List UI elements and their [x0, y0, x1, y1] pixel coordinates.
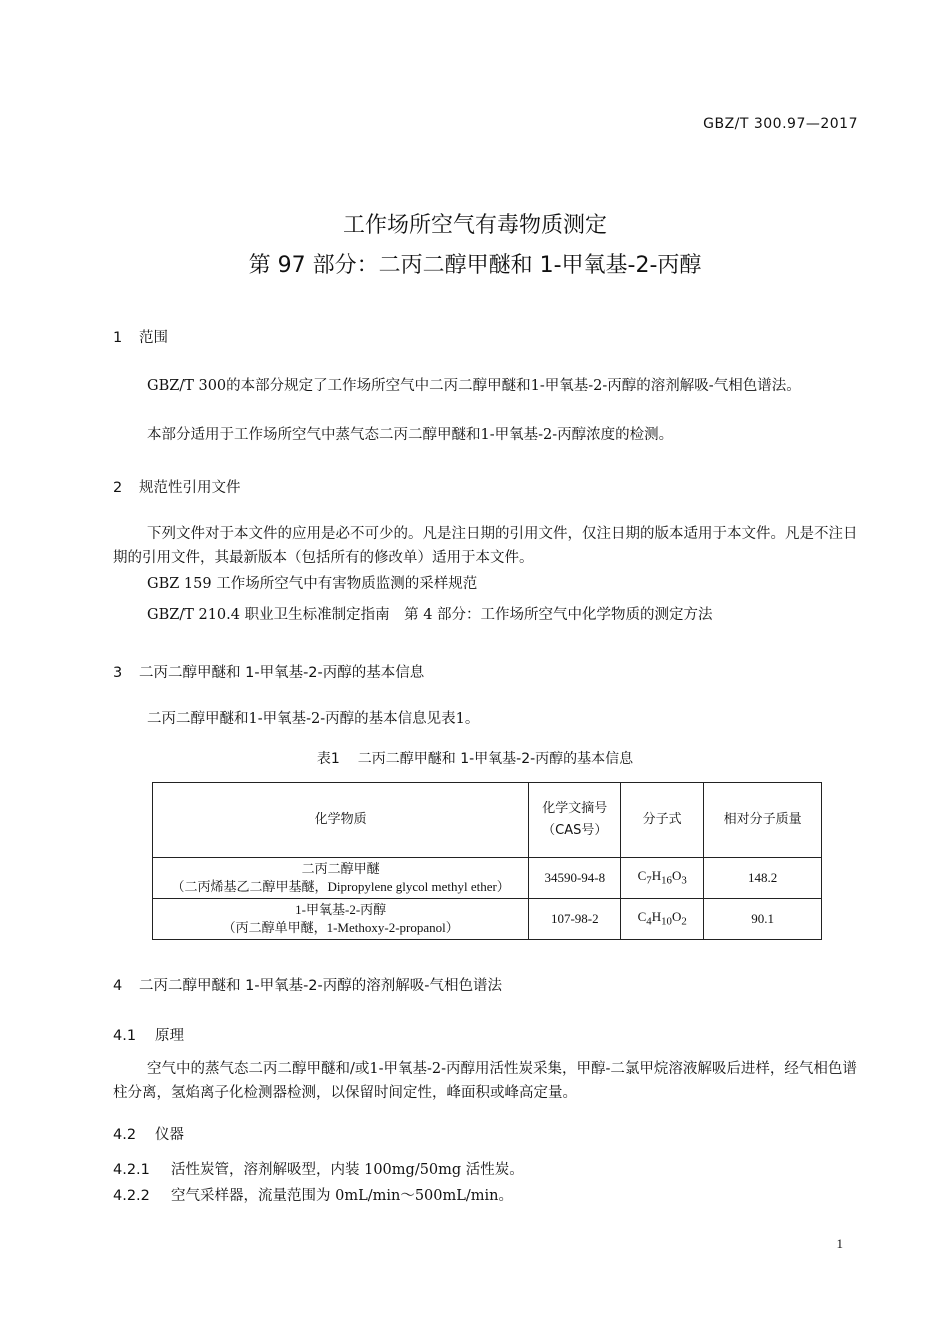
table-number: 表1	[316, 751, 340, 767]
substance-alias: （丙二醇单甲醚，1-Methoxy-2-propanol）	[222, 920, 459, 935]
section-number: 2	[113, 480, 123, 496]
header-cas-line2: （CAS号）	[542, 823, 608, 838]
section-number: 4	[113, 978, 123, 994]
reference-gbz-t-210-4: GBZ/T 210.4 职业卫生标准制定指南 第 4 部分：工作场所空气中化学物质的测定方法	[147, 607, 713, 623]
section-1-paragraph-1: GBZ/T 300的本部分规定了工作场所空气中二丙二醇甲醚和1-甲氧基-2-丙醇的溶剂解吸-气相色谱法。	[147, 378, 801, 394]
cell-mass: 90.1	[704, 899, 822, 940]
section-2-heading	[113, 476, 241, 497]
section-title: 规范性引用文件	[139, 480, 241, 496]
cell-formula: $C_4H_{10}O_2$	[621, 899, 704, 940]
section-1-heading	[113, 326, 168, 347]
header-cas	[529, 783, 621, 858]
section-4-heading	[113, 974, 502, 995]
section-title: 二丙二醇甲醚和 1-甲氧基-2-丙醇的基本信息	[139, 665, 425, 681]
header-formula: 分子式	[621, 783, 704, 858]
header-substance: 化学物质	[153, 783, 529, 858]
item-number: 4.2.1	[113, 1162, 150, 1178]
item-text: 活性炭管，溶剂解吸型，内装 100mg/50mg 活性炭。	[171, 1162, 524, 1178]
cell-cas: 107-98-2	[529, 899, 621, 940]
table-row	[153, 858, 822, 899]
section-4-1-heading	[113, 1024, 184, 1045]
table-row	[153, 899, 822, 940]
section-number: 3	[113, 665, 123, 681]
section-number: 4.2	[113, 1127, 137, 1143]
cell-mass: 148.2	[704, 858, 822, 899]
document-subtitle: 第 97 部分：二丙二醇甲醚和 1-甲氧基-2-丙醇	[248, 253, 702, 278]
table-title: 二丙二醇甲醚和 1-甲氧基-2-丙醇的基本信息	[357, 751, 634, 767]
basic-info-table	[152, 782, 822, 940]
instrument-item	[113, 1184, 513, 1205]
section-4-1-paragraph: 空气中的蒸气态二丙二醇甲醚和/或1-甲氧基-2-丙醇用活性炭采集，甲醇-二氯甲烷溶液解吸后进样，经气相色谱柱分离，氢焰离子化检测器检测，以保留时间定性，峰面积或峰高定量。	[113, 1061, 857, 1101]
document-title: 工作场所空气有毒物质测定	[342, 213, 607, 238]
section-title: 仪器	[155, 1127, 184, 1143]
section-2-paragraph-1: 下列文件对于本文件的应用是必不可少的。凡是注日期的引用文件，仅注日期的版本适用于本文件。凡是不注日期的引用文件，其最新版本（包括所有的修改单）适用于本文件。	[113, 526, 858, 566]
instrument-item	[113, 1158, 524, 1179]
section-title: 原理	[155, 1028, 184, 1044]
cell-substance	[153, 858, 529, 899]
item-text: 空气采样器，流量范围为 0mL/min～500mL/min。	[171, 1188, 513, 1204]
section-4-2-heading	[113, 1123, 184, 1144]
cell-substance	[153, 899, 529, 940]
section-title: 二丙二醇甲醚和 1-甲氧基-2-丙醇的溶剂解吸-气相色谱法	[139, 978, 502, 994]
header-cas-line1: 化学文摘号	[542, 801, 608, 816]
cell-cas: 34590-94-8	[529, 858, 621, 899]
section-title: 范围	[139, 330, 168, 346]
substance-name: 二丙二醇甲醚	[301, 861, 380, 876]
substance-alias: （二丙烯基乙二醇甲基醚，Dipropylene glycol methyl ether）	[171, 879, 510, 894]
standard-number: GBZ/T 300.97—2017	[703, 116, 858, 132]
substance-name: 1-甲氧基-2-丙醇	[295, 902, 387, 917]
section-1-paragraph-2: 本部分适用于工作场所空气中蒸气态二丙二醇甲醚和1-甲氧基-2-丙醇浓度的检测。	[147, 427, 674, 443]
section-number: 4.1	[113, 1028, 137, 1044]
item-number: 4.2.2	[113, 1188, 150, 1204]
table-caption	[0, 748, 950, 768]
table-header-row	[153, 783, 822, 858]
header-mass: 相对分子质量	[704, 783, 822, 858]
section-number: 1	[113, 330, 123, 346]
section-3-heading	[113, 661, 424, 682]
section-3-paragraph-1: 二丙二醇甲醚和1-甲氧基-2-丙醇的基本信息见表1。	[147, 711, 480, 727]
page-number: 1	[836, 1236, 843, 1251]
reference-gbz-159: GBZ 159 工作场所空气中有害物质监测的采样规范	[147, 576, 478, 592]
cell-formula: $C_7H_{16}O_3$	[621, 858, 704, 899]
